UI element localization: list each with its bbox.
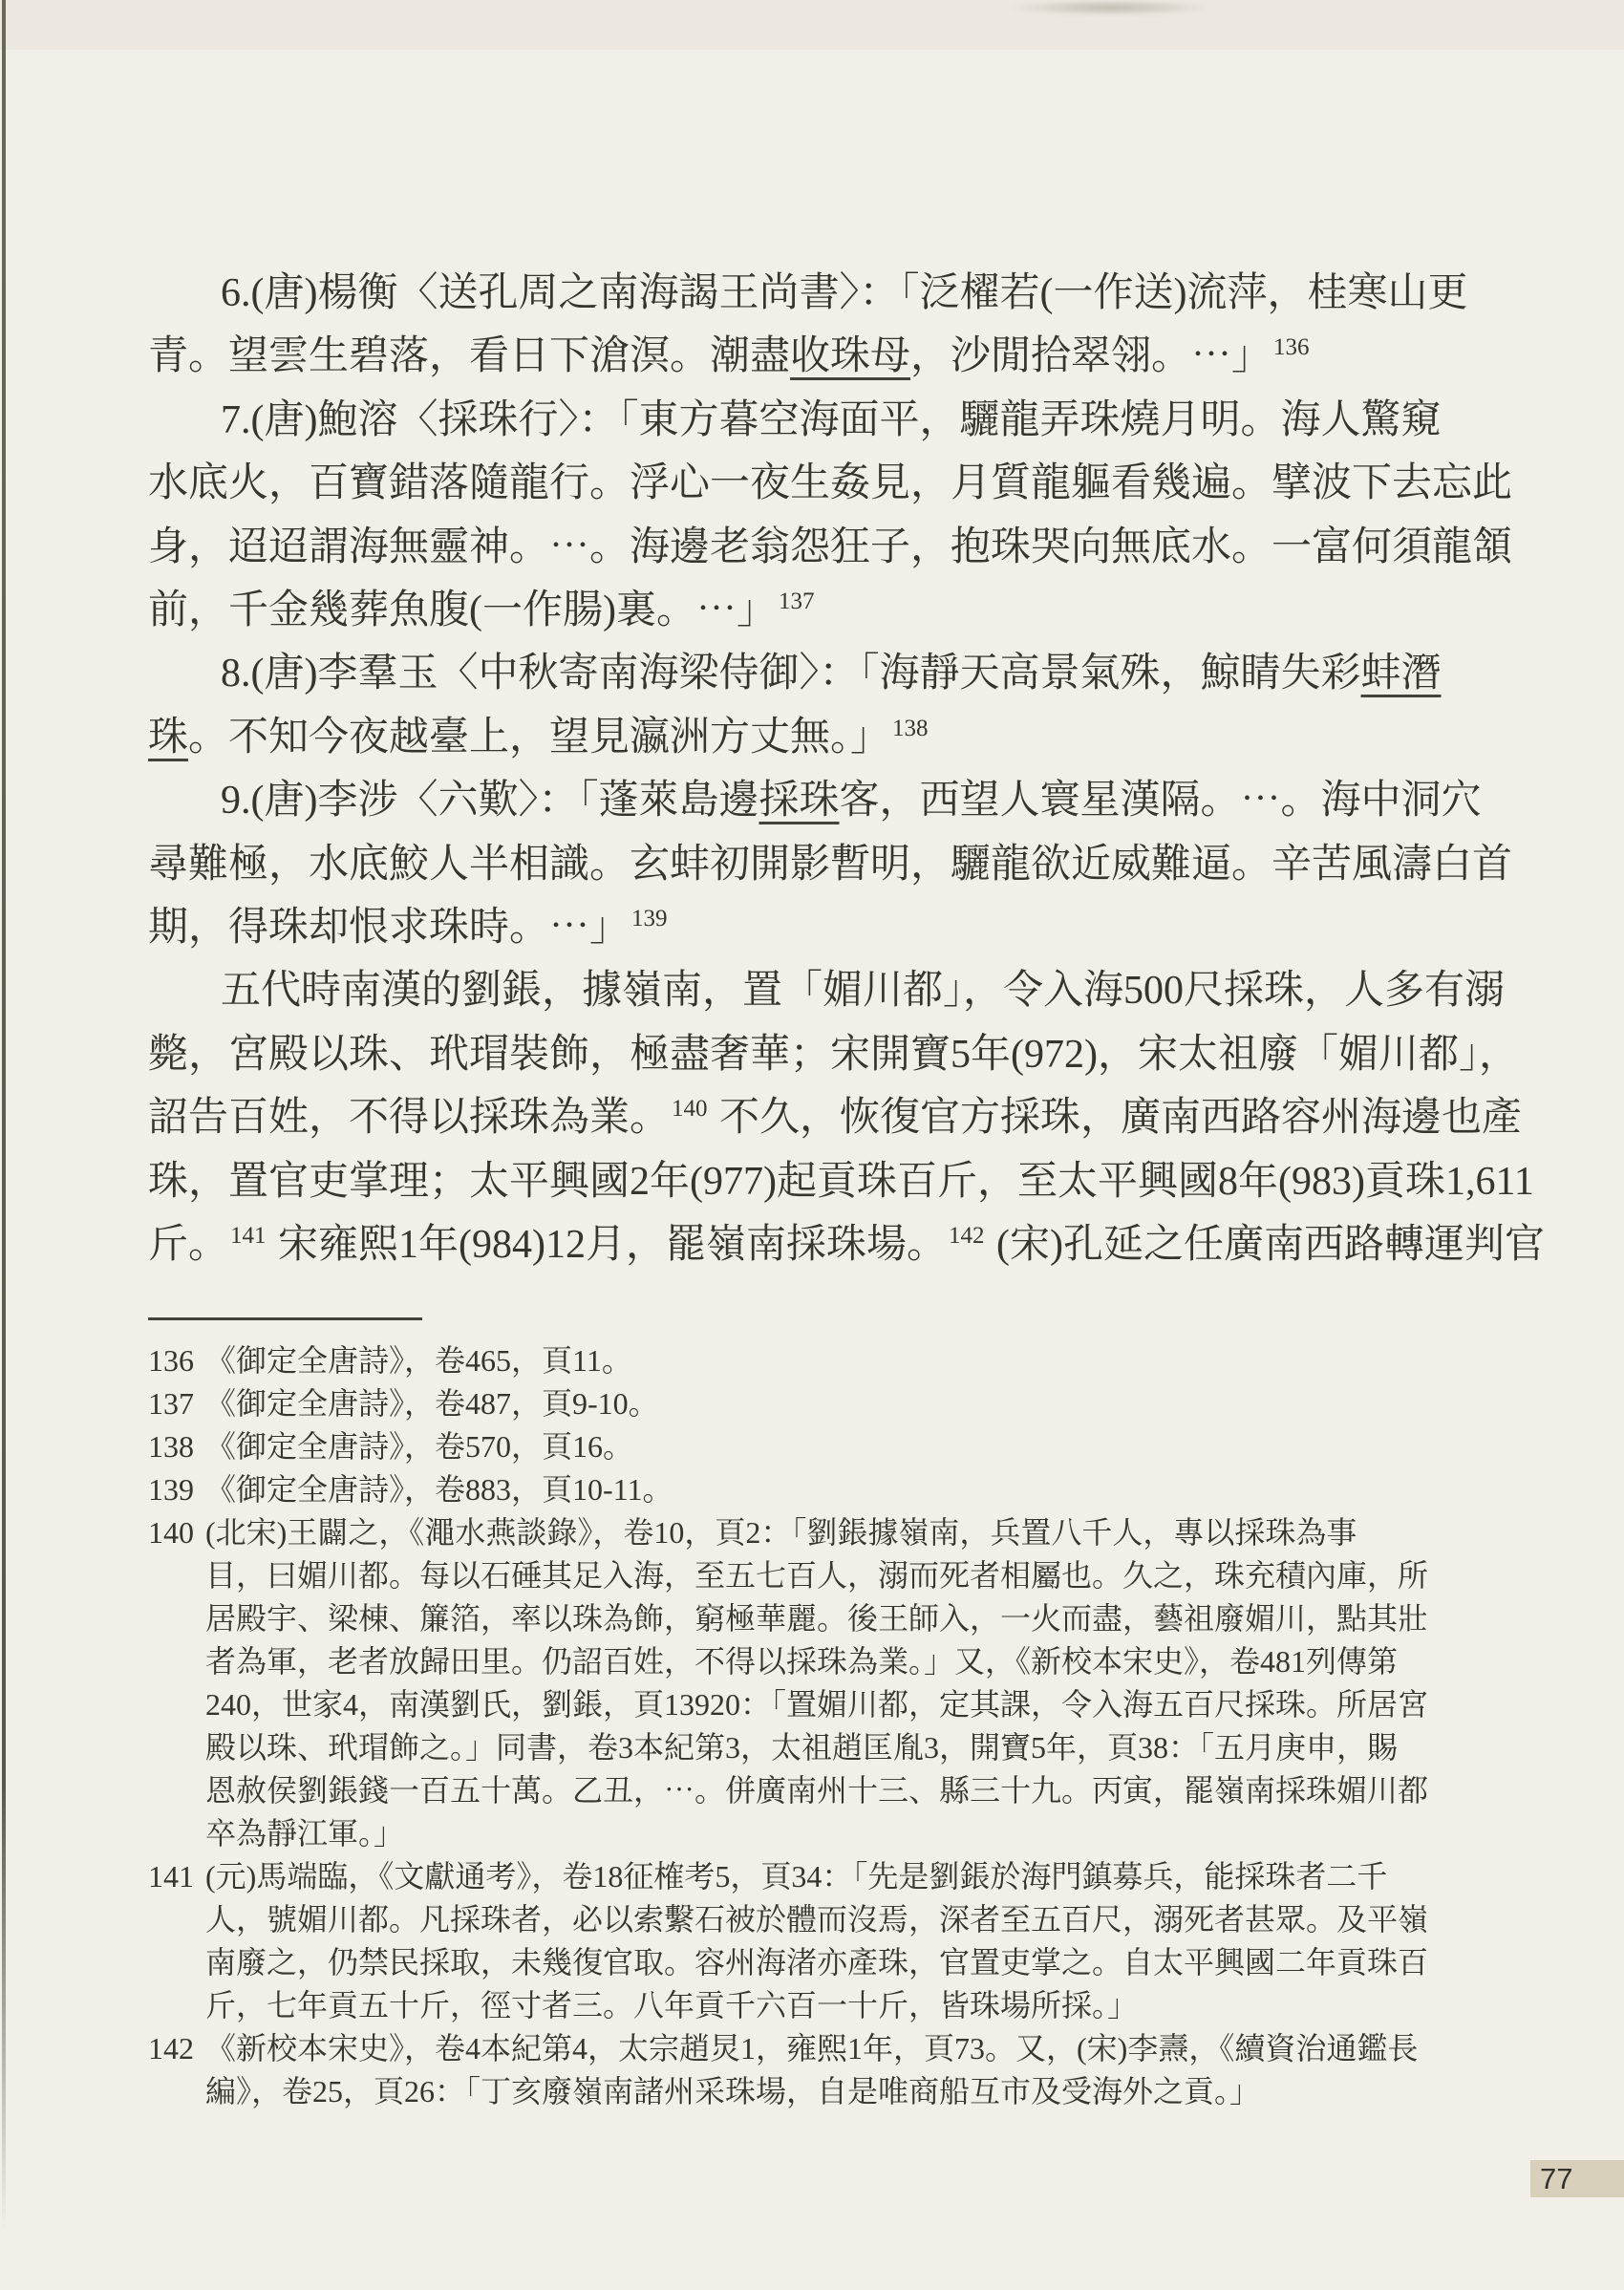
footnote-line: 《御定全唐詩》，卷883，頁10-11。 — [205, 1472, 673, 1507]
text-run: ，沙閒拾翠翎。⋯」 — [910, 334, 1272, 379]
page-number: 77 — [1540, 2161, 1573, 2195]
underlined-term: 珠 — [148, 715, 189, 760]
body-line — [148, 833, 1513, 896]
footnote-line: (元)馬端臨，《文獻通考》，卷18征榷考5，頁34：「先是劉鋹於海門鎮募兵，能採珠者二千 — [205, 1859, 1388, 1894]
text-run: 珠，置官吏掌理；太平興國2年(977)起貢珠百斤，至太平興國8年(983)貢珠1,611 — [148, 1159, 1534, 1204]
body-line — [148, 642, 1442, 705]
text-run: 水底火，百寶錯落隨龍行。浮心一夜生姦見，月質龍軀看幾遍。擘波下去忘此 — [148, 461, 1513, 506]
body-line — [148, 706, 1404, 769]
body-line — [148, 1213, 1545, 1276]
text-run: 8.(唐)李羣玉〈中秋寄南海梁侍御〉：「海靜天高景氣殊，鯨睛失彩 — [221, 652, 1361, 696]
body-line — [148, 262, 1468, 325]
footnote-separator — [148, 1317, 422, 1320]
footnote-number: 137 — [148, 1386, 194, 1421]
page-number-badge — [1530, 2160, 1624, 2197]
footnote-line: 居殿宇、梁棟、簾箔，率以珠為飾，窮極華麗。後王師入，一火而盡，藝祖廢媚川，點其壯 — [205, 1601, 1429, 1636]
text-run: 宋雍熙1年(984)12月，罷嶺南採珠場。 — [267, 1223, 947, 1268]
footnote-ref: 138 — [892, 715, 929, 741]
body-line — [148, 516, 1513, 579]
text-run: 斤。 — [148, 1223, 229, 1268]
text-run: 青。望雲生碧落，看日下滄溟。潮盡 — [148, 334, 791, 379]
scan-edge-line — [2, 0, 6, 2231]
footnote-ref: 142 — [949, 1223, 985, 1250]
footnote-line: 240，世家4，南漢劉氏，劉鋹，頁13920：「置媚川都，定其課，令入海五百尺採珠。所居宮 — [205, 1687, 1429, 1722]
footnote-line: 《御定全唐詩》，卷570，頁16。 — [205, 1429, 634, 1464]
footnote-line: 《御定全唐詩》，卷465，頁11。 — [205, 1343, 632, 1378]
footnote — [148, 1339, 1423, 1382]
body-line — [148, 579, 1404, 642]
text-run: 五代時南漢的劉鋹，據嶺南，置「媚川都」，令入海500尺採珠，人多有溺 — [221, 969, 1506, 1014]
text-run: 身，迢迢謂海無靈神。⋯。海邊老翁怨狂子，抱珠哭向無底水。一富何須龍頷 — [148, 524, 1513, 569]
text-run: 不久，恢復官方採珠，廣南西路容州海邊也產 — [709, 1096, 1523, 1141]
underlined-term: 收珠母 — [790, 334, 911, 379]
text-run: 前，千金幾葬魚腹(一作腸)裏。⋯」 — [148, 589, 777, 633]
text-run: 。不知今夜越臺上，望見瀛洲方丈無。」 — [188, 715, 891, 760]
footnote-ref: 140 — [672, 1096, 708, 1123]
text-run: 期，得珠却恨求珠時。⋯」 — [148, 906, 630, 951]
footnote-line: 《御定全唐詩》，卷487，頁9-10。 — [205, 1386, 659, 1421]
body-line — [148, 1086, 1523, 1149]
footnote-number: 139 — [148, 1472, 194, 1507]
text-run: 7.(唐)鮑溶〈採珠行〉：「東方暮空海面平，驪龍弄珠燒月明。海人驚窺 — [221, 397, 1442, 442]
footnote — [148, 1468, 1423, 1511]
body-line — [148, 1150, 1534, 1213]
footnote-line: (北宋)王闢之，《澠水燕談錄》，卷10，頁2：「劉鋹據嶺南，兵置八千人，專以採珠為事 — [205, 1515, 1357, 1550]
footnote-line: 殿以珠、玳瑁飾之。」同書，卷3本紀第3，太祖趙匡胤3，開寶5年，頁38：「五月庚申，賜 — [205, 1730, 1399, 1765]
text-run: 斃，宮殿以珠、玳瑁裝飾，極盡奢華；宋開寶5年(972)，宋太祖廢「媚川都」， — [148, 1032, 1519, 1077]
underlined-term: 採珠 — [759, 779, 840, 824]
underlined-term: 蚌潛 — [1360, 652, 1442, 696]
body-line — [148, 325, 1404, 388]
footnote-number: 140 — [148, 1515, 194, 1550]
footnote — [148, 1382, 1423, 1425]
body-line — [148, 389, 1442, 452]
body-line — [148, 452, 1513, 515]
footnote-ref: 137 — [778, 589, 815, 615]
footnote-line: 編》，卷25，頁26：「丁亥廢嶺南諸州采珠場，自是唯商船互市及受海外之貢。」 — [205, 2074, 1261, 2108]
text-run: 客，西望人寰星漢隔。⋯。海中洞穴 — [839, 779, 1482, 824]
text-run: 尋難極，水底鮫人半相識。玄蚌初開影暫明，驪龍欲近威難逼。辛苦風濤白首 — [148, 842, 1513, 887]
footnote-ref: 139 — [631, 906, 668, 932]
text-run: 詔告百姓，不得以採珠為業。 — [148, 1096, 671, 1141]
footnote — [148, 1511, 1429, 1855]
footnote — [148, 1425, 1423, 1468]
body-line — [148, 959, 1506, 1022]
scan-smudge — [1008, 0, 1213, 15]
footnote-line: 恩赦侯劉鋹錢一百五十萬。乙丑，⋯。併廣南州十三、縣三十九。丙寅，罷嶺南採珠媚川都 — [205, 1773, 1429, 1808]
text-run: 6.(唐)楊衡〈送孔周之南海謁王尚書〉：「泛櫂若(一作送)流萍，桂寒山更 — [221, 271, 1468, 315]
footnote-line: 南廢之，仍禁民採取，未幾復官取。容州海渚亦產珠，官置吏掌之。自太平興國二年貢珠百 — [205, 1945, 1429, 1980]
footnote — [148, 2027, 1423, 2113]
footnote-number: 138 — [148, 1429, 194, 1464]
footnote-number: 136 — [148, 1343, 194, 1378]
footnote-line: 斤，七年貢五十斤，徑寸者三。八年貢千六百一十斤，皆珠場所採。」 — [205, 1988, 1139, 2022]
body-line — [148, 896, 1404, 959]
text-run: (宋)孔延之任廣南西路轉運判官 — [986, 1223, 1545, 1268]
footnote-line: 卒為靜江軍。」 — [205, 1816, 405, 1851]
footnote-ref: 136 — [1273, 334, 1310, 361]
footnote-line: 者為軍，老者放歸田里。仍詔百姓，不得以採珠為業。」又，《新校本宋史》，卷481列傳第 — [205, 1644, 1399, 1679]
footnote-ref: 141 — [230, 1223, 267, 1250]
footnote-number: 141 — [148, 1859, 194, 1894]
body-line — [148, 1023, 1519, 1086]
footnote-line: 目，曰媚川都。每以石硾其足入海，至五七百人，溺而死者相屬也。久之，珠充積內庫，所 — [205, 1558, 1429, 1593]
footnote-number: 142 — [148, 2031, 194, 2065]
footnote-line: 《新校本宋史》，卷4本紀第4，太宗趙炅1，雍熙1年，頁73。又，(宋)李燾，《續資治通鑑長 — [205, 2031, 1419, 2065]
footnotes — [148, 1339, 1429, 2113]
footnote-line: 人，號媚川都。凡採珠者，必以索繫石被於體而沒焉，深者至五百尺，溺死者甚眾。及平嶺 — [205, 1902, 1429, 1937]
body-line — [148, 769, 1482, 832]
text-run: 9.(唐)李涉〈六歎〉：「蓬萊島邊 — [221, 779, 759, 824]
footnote — [148, 1855, 1429, 2027]
body-text — [148, 262, 1545, 1277]
